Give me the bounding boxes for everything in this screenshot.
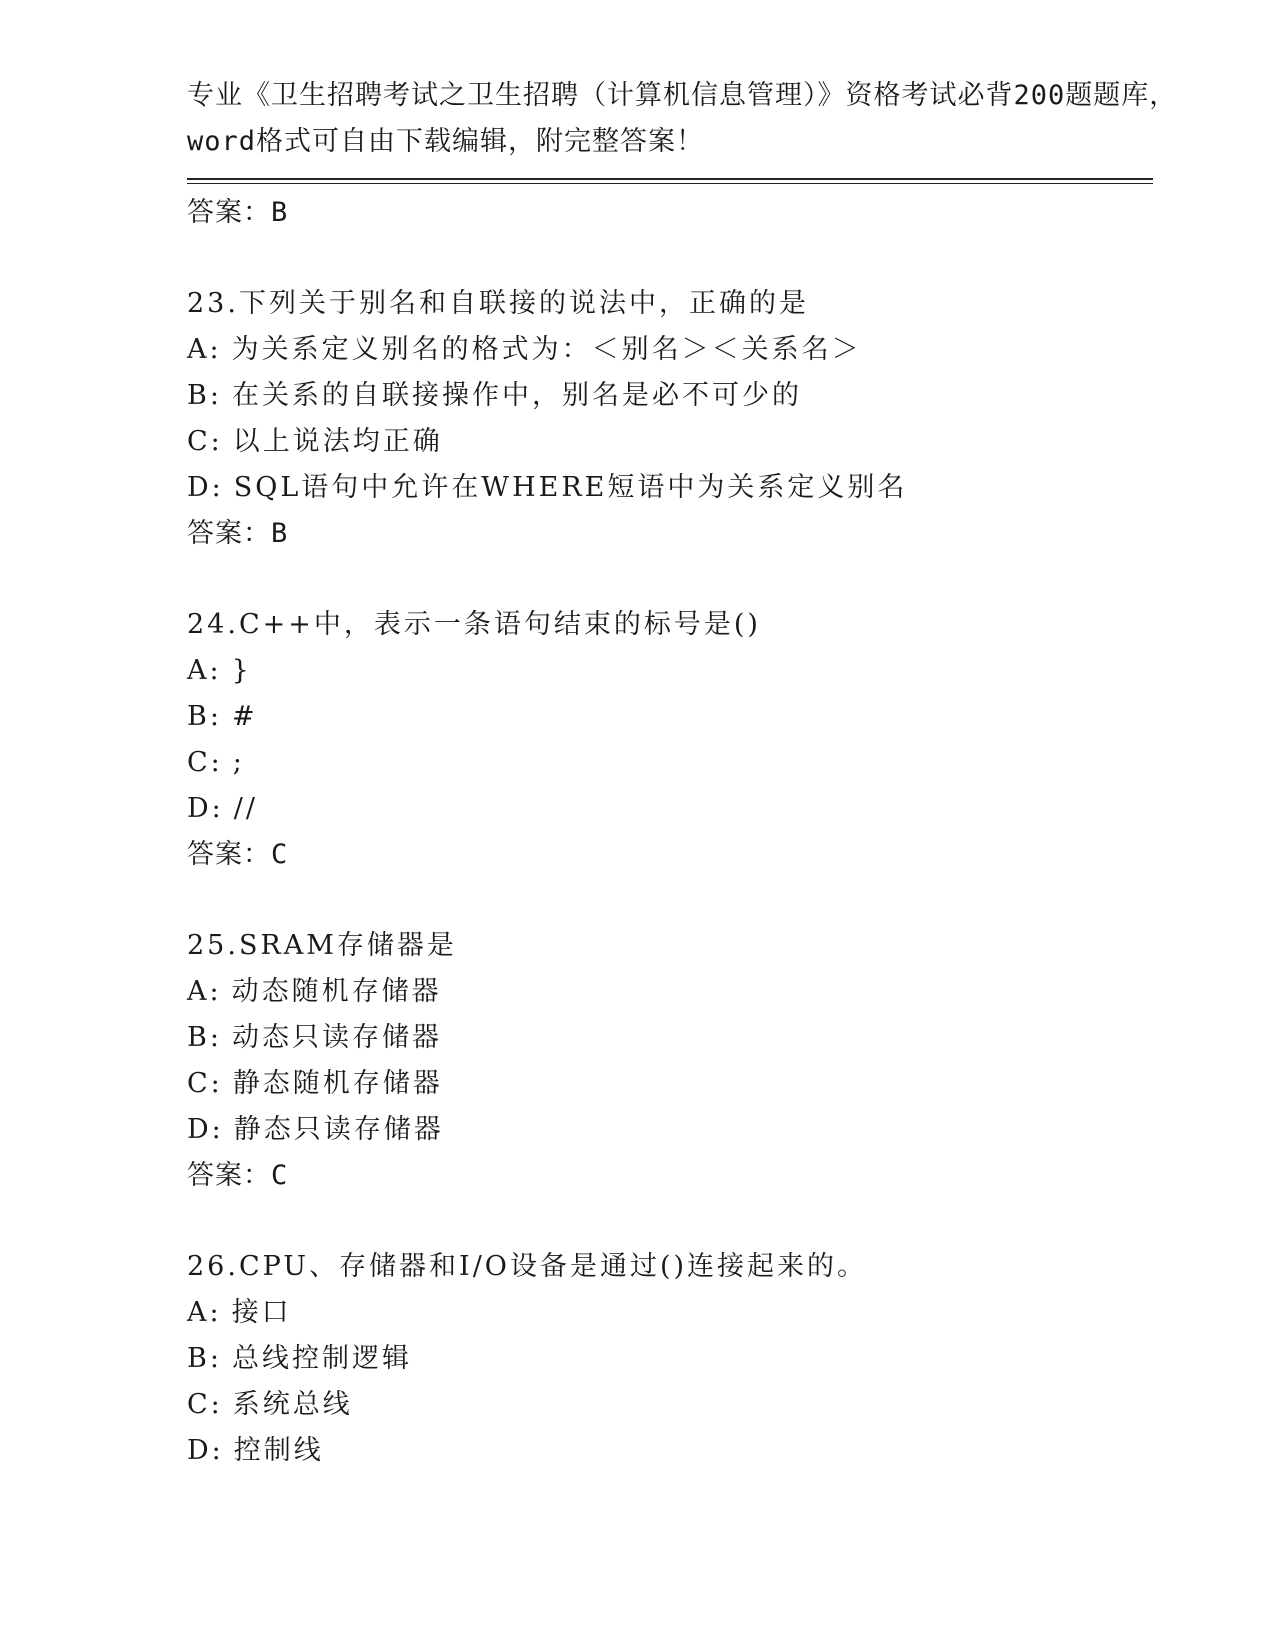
option-text: 为关系定义别名的格式为：＜别名＞＜关系名＞ — [231, 334, 862, 365]
option-text: 动态只读存储器 — [231, 1022, 442, 1053]
option-label: C: — [187, 426, 223, 457]
header-title-line-2: word格式可自由下载编辑，附完整答案！ — [187, 126, 705, 157]
option-b — [187, 373, 1147, 419]
spacer — [187, 1199, 1147, 1244]
answer-line: 答案：B — [187, 197, 289, 228]
answer-line: 答案：C — [187, 1160, 289, 1191]
option-a — [187, 1290, 1147, 1336]
option-a — [187, 969, 1147, 1015]
option-text: 接口 — [231, 1297, 292, 1328]
question-stem: 25.SRAM存储器是 — [187, 930, 457, 961]
option-label: D: — [187, 1435, 224, 1466]
option-label: A: — [187, 976, 222, 1007]
option-label: D: — [187, 472, 224, 503]
header-title-line-1: 专业《卫生招聘考试之卫生招聘（计算机信息管理）》资格考试必背200题题库， — [187, 80, 1178, 111]
option-b — [187, 1336, 1147, 1382]
option-label: A: — [187, 655, 222, 686]
answer-line: 答案：C — [187, 839, 289, 870]
option-label: D: — [187, 1114, 224, 1145]
option-label: C: — [187, 747, 223, 778]
option-label: C: — [187, 1068, 223, 1099]
option-text: } — [231, 655, 252, 686]
question-stem: 24.C++中，表示一条语句结束的标号是() — [187, 609, 761, 640]
option-b — [187, 1015, 1147, 1061]
answer-line: 答案：B — [187, 518, 289, 549]
option-label: B: — [187, 1022, 222, 1053]
option-b — [187, 694, 1147, 740]
option-label: A: — [187, 1297, 222, 1328]
option-d — [187, 786, 1147, 832]
option-a — [187, 327, 1147, 373]
option-d — [187, 465, 1147, 511]
option-text: 以上说法均正确 — [232, 426, 443, 457]
header-divider — [187, 178, 1153, 184]
question-list — [187, 190, 1147, 1474]
option-text: # — [231, 701, 258, 732]
spacer — [187, 236, 1147, 281]
question-stem: 23.下列关于别名和自联接的说法中，正确的是 — [187, 288, 809, 319]
option-text: 系统总线 — [232, 1389, 353, 1420]
spacer — [187, 878, 1147, 923]
option-text: 总线控制逻辑 — [231, 1343, 412, 1374]
option-label: B: — [187, 380, 222, 411]
option-text: 控制线 — [233, 1435, 324, 1466]
option-label: A: — [187, 334, 222, 365]
option-label: D: — [187, 793, 224, 824]
option-c — [187, 740, 1147, 786]
option-text: 动态随机存储器 — [231, 976, 442, 1007]
spacer — [187, 557, 1147, 602]
option-label: B: — [187, 701, 222, 732]
option-label: C: — [187, 1389, 223, 1420]
option-c — [187, 419, 1147, 465]
option-text: 在关系的自联接操作中，别名是必不可少的 — [231, 380, 802, 411]
option-a — [187, 648, 1147, 694]
option-text: ; — [232, 747, 245, 778]
option-label: B: — [187, 1343, 222, 1374]
option-text: 静态随机存储器 — [232, 1068, 443, 1099]
option-d — [187, 1428, 1147, 1474]
option-text: // — [233, 793, 258, 824]
option-d — [187, 1107, 1147, 1153]
option-text: SQL语句中允许在WHERE短语中为关系定义别名 — [233, 472, 908, 503]
option-c — [187, 1061, 1147, 1107]
option-c — [187, 1382, 1147, 1428]
document-header — [187, 73, 1178, 165]
option-text: 静态只读存储器 — [233, 1114, 444, 1145]
question-stem: 26.CPU、存储器和I/O设备是通过()连接起来的。 — [187, 1251, 868, 1282]
